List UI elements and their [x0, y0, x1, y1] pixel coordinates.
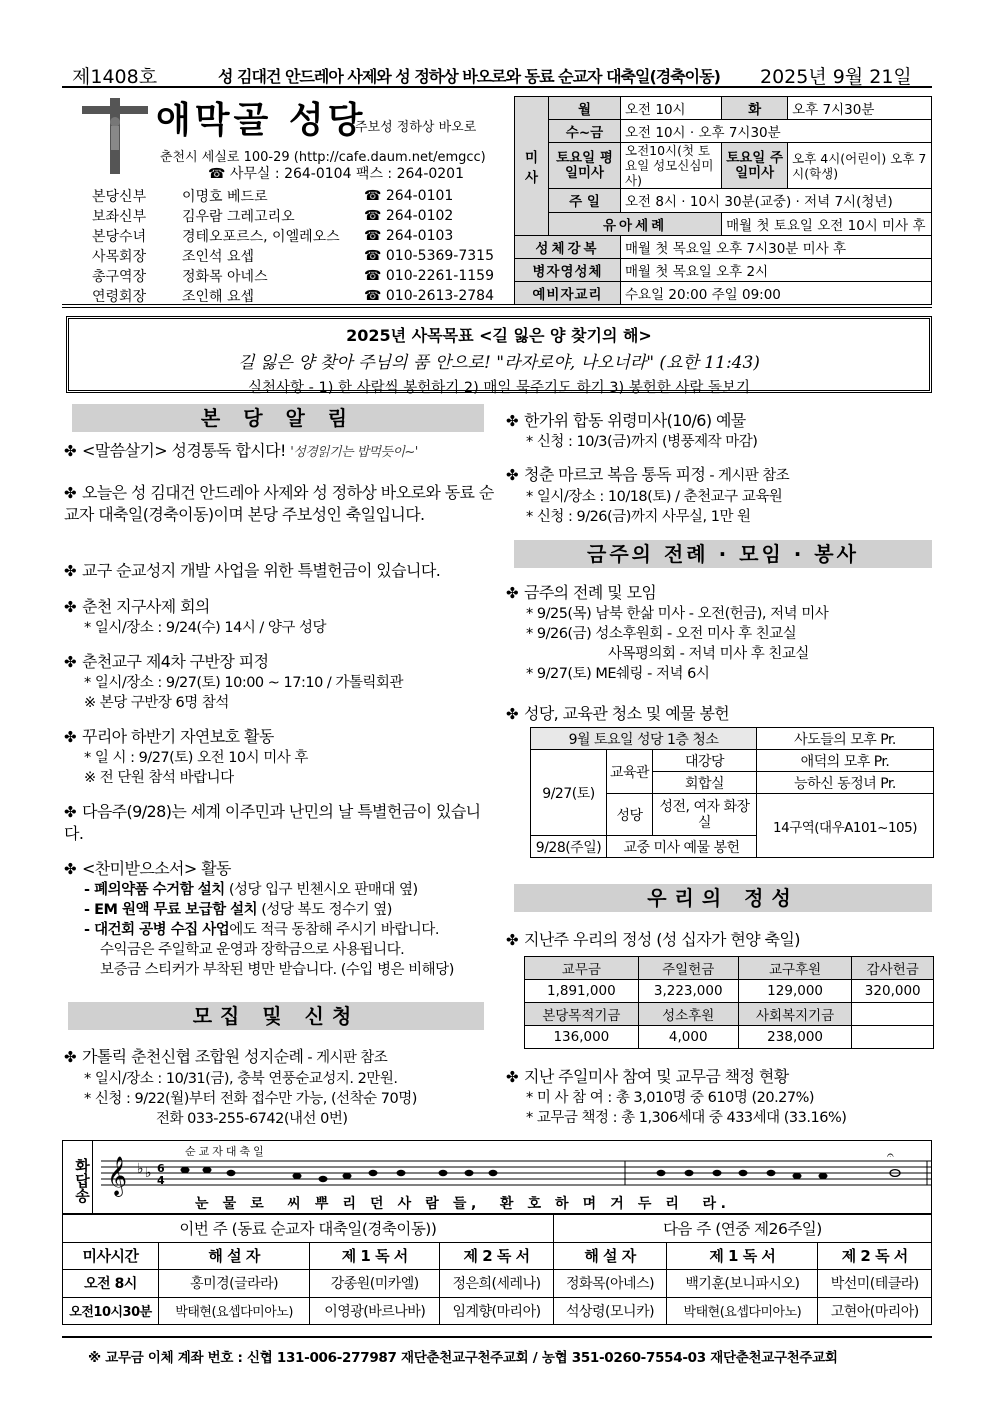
notice-migrants: ✤ 다음주(9/28)는 세계 이주민과 난민의 날 특별헌금이 있습니다. — [64, 801, 494, 844]
mass-schedule-table: 미사 월 오전 10시 화 오후 7시30분 수~금 오전 10시 · 오후 7시30분 토요일 평일미사 오전10시(첫 토요일 성모신심미사) 토요일 주일미사 오후 4시(어린이) 오후 7시(학생) 주 일 오전 8시 · 10시 30분(교중) · 저녁 7시(청년) 유아세례 매월 첫 토요일 오전 10시 미사 후 성체강복 매월 첫 목요일 오후 7시30분 미사 후 병자영성체 매월 첫 목요일 오후 2시 예비자교리 수요일 20:00 주일 09:00 — [514, 96, 932, 305]
psalm-title: 순교자대축일 — [185, 1145, 267, 1158]
attendance-status: ✤ 지난 주일미사 참여 및 교무금 책정 현황 * 미 사 참 여 : 총 3,010명 중 610명 (20.27%) * 교무금 책정 : 총 1,306세대 중 433세대 (33.16%) — [506, 1066, 936, 1128]
notice-cleaning: ✤ 성당, 교육관 청소 및 예물 봉헌 — [506, 703, 936, 725]
svg-text:𝄐: 𝄐 — [887, 1151, 894, 1162]
table-row: 오전 8시 홍미경(글라라) 강종원(미카엘) 정은희(세레나) 정화목(아네스) 백기훈(보니파시오) 박선미(테클라) — [63, 1270, 932, 1298]
section-recruit: 모집 및 신청 — [68, 1002, 484, 1030]
staff-row: 총구역장 정화목 아네스 ☎ 010-2261-1159 — [92, 268, 494, 285]
psalm-lyrics: 눈 물 로 씨 뿌 리 던 사 람 들, 환 호 하 며 거 두 리 라. — [195, 1196, 731, 1212]
parish-patron: 주보성 정하상 바오로 — [355, 120, 477, 135]
staff-row: 사목회장 조인석 요셉 ☎ 010-5369-7315 — [92, 248, 494, 265]
notice-meetings: ✤ 금주의 전례 및 모임 * 9/25(목) 남북 한삶 미사 - 오전(헌금), 저녁 미사 * 9/26(금) 성소후원회 - 오전 미사 후 친교실 사목평의회 - 저녁 미사 후 친교실 * 9/27(토) ME쉐링 - 저녁 6시 — [506, 582, 936, 684]
offering-title: ✤ 지난주 우리의 정성 (성 십자가 현양 축일) — [506, 929, 936, 951]
notice-priests-meeting: ✤ 춘천 지구사제 회의 * 일시/장소 : 9/24(수) 14시 / 양구 성당 — [64, 596, 494, 638]
cleaning-table: 9월 토요일 성당 1층 청소 사도들의 모후 Pr. 9/27(토) 교육관 대강당 애덕의 모후 Pr. 회합실 능하신 동정녀 Pr. 성당 성전, 여자 화장실 14구역(대우A101~105) 9/28(주일) 교중 미사 예물 봉헌 — [530, 727, 934, 858]
feast-title: 성 김대건 안드레아 사제와 성 정하상 바오로와 동료 순교자 대축일(경축이동) — [218, 67, 720, 86]
crucifix-icon — [80, 96, 150, 176]
notice-pilgrimage: ✤ 가톨릭 춘천신협 조합원 성지순례 - 게시판 참조 * 일시/장소 : 10/31(금), 충북 연풍순교성지. 2만원. * 신청 : 9/22(월)부터 전화 접수만 가능, (선착순 70명) 전화 033-255-6742(내선 0번) — [64, 1046, 504, 1129]
responsorial-psalm — [62, 1140, 932, 1214]
pastoral-goal-box — [66, 316, 932, 396]
footer-divider — [62, 1336, 932, 1338]
notice-retreat: ✤ 춘천교구 제4차 구반장 피정 * 일시/장소 : 9/27(토) 10:00 ~ 17:10 / 가톨릭회관 ※ 본당 구반장 6명 참석 — [64, 651, 494, 713]
svg-text:4: 4 — [157, 1174, 165, 1187]
liturgy-roles-table: 이번 주 (동료 순교자 대축일(경축이동)) 다음 주 (연중 제26주일) 미사시간 해 설 자 제 1 독 서 제 2 독 서 해 설 자 제 1 독 서 제 2 독 서 오전 8시 홍미경(글라라) 강종원(미카엘) 정은희(세레나) 정화목(아네스) 백기훈(보니파시오) 박선미(테클라) 오전10시30분 박태현(요셉다미아노) 이영광(바르나바) 임계향(마리아) 석상령(모니카) 박태현(요셉다미아노) 고현아(마리아) — [62, 1214, 932, 1325]
notice-feast: ✤ 오늘은 성 김대건 안드레아 사제와 성 정하상 바오로와 동료 순교자 대축일(경축이동)이며 본당 주보성인 축일입니다. — [64, 482, 494, 525]
header-divider — [62, 86, 932, 88]
parish-name: 애막골 성당 — [156, 100, 367, 141]
staff-row: 연령회장 조인해 요셉 ☎ 010-2613-2784 — [92, 288, 494, 305]
svg-text:♭: ♭ — [137, 1161, 144, 1177]
svg-text:♭: ♭ — [145, 1165, 152, 1181]
staff-row: 본당수녀 경테오포르스, 이엘레오스 ☎ 264-0103 — [92, 228, 454, 245]
notice-collection: ✤ 교구 순교성지 개발 사업을 위한 특별헌금이 있습니다. — [64, 560, 504, 582]
staff-table — [88, 186, 498, 306]
divider — [62, 307, 932, 308]
table-row: 오전10시30분 박태현(요셉다미아노) 이영광(바르나바) 임계향(마리아) 석상령(모니카) 박태현(요셉다미아노) 고현아(마리아) — [63, 1297, 932, 1325]
notice-memorial-mass: ✤ 한가위 합동 위령미사(10/6) 예물 * 신청 : 10/3(금)까지 (병풍제작 마감) — [506, 410, 926, 452]
staff-row: 본당신부 이명호 베드로 ☎ 264-0101 — [92, 188, 454, 205]
section-offering: 우리의 정성 — [514, 884, 932, 912]
notice-bible: ✤ <말씀살기> 성경통독 합시다! '성경읽기는 밥먹듯이~' — [64, 440, 494, 463]
divider — [62, 304, 932, 305]
staff-row: 보좌신부 김우람 그레고리오 ☎ 264-0102 — [92, 208, 454, 225]
footer-account-info: ※ 교무금 이체 계좌 번호 : 신협 131-006-277987 재단춘천교구천주교회 / 농협 351-0260-7554-03 재단춘천교구천주교회 — [88, 1350, 838, 1366]
issue-date: 2025년 9월 21일 — [760, 66, 912, 88]
svg-text:6: 6 — [157, 1162, 165, 1175]
parish-address: 춘천시 세실로 100-29 (http://cafe.daum.net/emgcc) — [160, 150, 486, 165]
goal-practice: 실천사항 - 1) 한 사람씩 봉헌하기 2) 매일 묵주기도 하기 3) 봉헌한 사람 돌보기 — [248, 380, 750, 396]
notice-youth-retreat: ✤ 청춘 마르코 복음 통독 피정 - 게시판 참조 * 일시/장소 : 10/18(토) / 춘천교구 교육원 * 신청 : 9/26(금)까지 사무실, 1만 원 — [506, 464, 926, 527]
notice-nature: ✤ 꾸리아 하반기 자연보호 활동 * 일 시 : 9/27(토) 오전 10시 미사 후 ※ 전 단원 참석 바랍니다 — [64, 726, 494, 788]
goal-title: 2025년 사목목표 <길 잃은 양 찾기의 해> — [346, 326, 652, 345]
psalm-label: 화답송 — [63, 1141, 93, 1213]
notice-laudato-si: ✤ <찬미받으소서> 활동 - 폐의약품 수거함 설치 (성당 입구 빈첸시오 판매대 옆) - EM 원액 무료 보급함 설치 (성당 복도 정수기 옆) - 대건회 공병 수집 사업에도 적극 동참해 주시기 바랍니다. 수익금은 주일학교 운영과 장학금으로 사용됩니다. 보증금 스티커가 부착된 병만 받습니다. (수입 병은 비해당) — [64, 858, 504, 980]
music-staff — [97, 1151, 931, 1197]
svg-text:𝄞: 𝄞 — [107, 1156, 128, 1196]
section-notices: 본 당 알 림 — [72, 404, 484, 432]
section-liturgy: 금주의 전례 · 모임 · 봉사 — [514, 540, 932, 568]
parish-phone: ☎ 사무실 : 264-0104 팩스 : 264-0201 — [208, 166, 464, 182]
goal-motto: 길 잃은 양 찾아 주님의 품 안으로! "라자로야, 나오너라" (요한 11:43) — [238, 353, 760, 373]
issue-number: 제1408호 — [72, 66, 158, 88]
offering-table: 교무금 주일헌금 교구후원 감사헌금 1,891,000 3,223,000 129,000 320,000 본당목적기금 성소후원 사회복지기금 136,000 4,000 238,000 — [524, 956, 934, 1049]
